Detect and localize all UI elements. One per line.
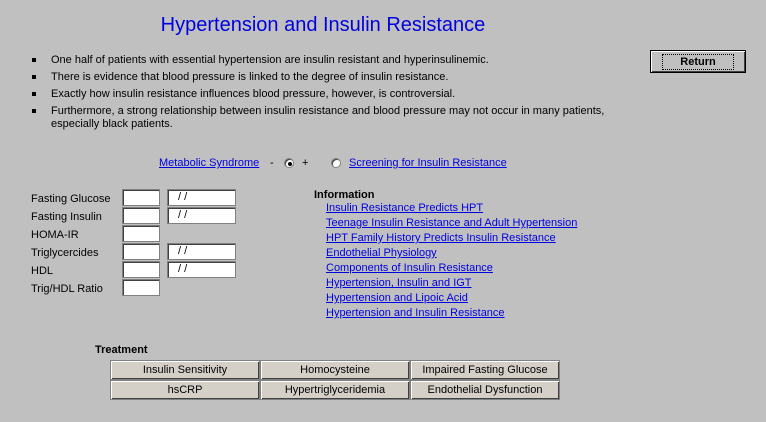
endothelial-dysfunction-button[interactable]: Endothelial Dysfunction <box>410 380 560 400</box>
bullet-item: Furthermore, a strong relationship between insulin resistance and blood pressure may not occur in many patients, especially black patients. <box>32 105 622 131</box>
fasting-glucose-value-field[interactable] <box>122 189 160 206</box>
bullet-item: One half of patients with essential hypertension are insulin resistant and hyperinsulinemic. <box>32 54 622 67</box>
hdl-label: HDL <box>31 265 54 277</box>
metabolic-syndrome-link[interactable]: Metabolic Syndrome <box>159 157 260 169</box>
homa-ir-value-field[interactable] <box>122 225 160 242</box>
info-link[interactable]: Insulin Resistance Predicts HPT <box>326 202 484 214</box>
homa-ir-label: HOMA-IR <box>31 229 79 241</box>
homocysteine-button[interactable]: Homocysteine <box>260 360 410 380</box>
return-button[interactable] <box>650 50 746 73</box>
impaired-fasting-glucose-button[interactable]: Impaired Fasting Glucose <box>410 360 560 380</box>
info-link[interactable]: Hypertension and Lipoic Acid <box>326 292 468 304</box>
trig-hdl-ratio-label: Trig/HDL Ratio <box>31 283 103 295</box>
hdl-value-field[interactable] <box>122 261 160 278</box>
fasting-glucose-label: Fasting Glucose <box>31 193 111 205</box>
hdl-date-field[interactable]: / / <box>167 261 236 278</box>
hscrp-button[interactable]: hsCRP <box>110 380 260 400</box>
fasting-insulin-value-field[interactable] <box>122 207 160 224</box>
plus-radio[interactable] <box>331 158 341 168</box>
info-link[interactable]: Hypertension, Insulin and IGT <box>326 277 472 289</box>
bullet-item: There is evidence that blood pressure is linked to the degree of insulin resistance. <box>32 71 622 84</box>
minus-label: - <box>270 157 274 169</box>
info-link[interactable]: Hypertension and Insulin Resistance <box>326 307 505 319</box>
trig-hdl-ratio-value-field[interactable] <box>122 279 160 296</box>
screening-insulin-resistance-link[interactable]: Screening for Insulin Resistance <box>349 157 507 169</box>
bullet-item: Exactly how insulin resistance influences blood pressure, however, is controversial. <box>32 88 622 101</box>
info-link[interactable]: HPT Family History Predicts Insulin Resistance <box>326 232 556 244</box>
plus-label: + <box>302 157 309 169</box>
insulin-sensitivity-button[interactable]: Insulin Sensitivity <box>110 360 260 380</box>
summary-bullets <box>32 54 622 135</box>
information-heading: Information <box>314 189 375 201</box>
minus-radio[interactable] <box>284 158 294 168</box>
page-title: Hypertension and Insulin Resistance <box>160 14 486 36</box>
fasting-glucose-date-field[interactable]: / / <box>167 189 236 206</box>
fasting-insulin-label: Fasting Insulin <box>31 211 102 223</box>
triglycerides-date-field[interactable]: / / <box>167 243 236 260</box>
return-label: Return <box>664 56 731 68</box>
info-link[interactable]: Teenage Insulin Resistance and Adult Hypertension <box>326 217 578 229</box>
triglycerides-value-field[interactable] <box>122 243 160 260</box>
treatment-heading: Treatment <box>95 344 148 356</box>
triglycerides-label: Triglycercides <box>31 247 99 259</box>
info-link[interactable]: Endothelial Physiology <box>326 247 437 259</box>
info-link[interactable]: Components of Insulin Resistance <box>326 262 493 274</box>
hypertriglyceridemia-button[interactable]: Hypertriglyceridemia <box>260 380 410 400</box>
fasting-insulin-date-field[interactable]: / / <box>167 207 236 224</box>
